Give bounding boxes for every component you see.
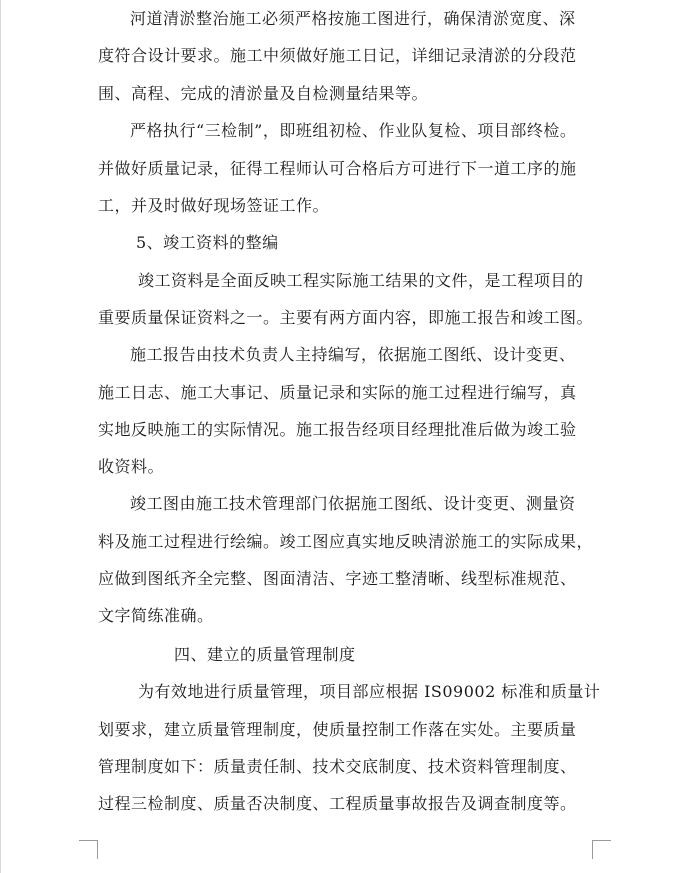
paragraph-4-line-4: 收资料。 [98,457,165,476]
paragraph-3-line-2: 重要质量保证资料之一。主要有两方面内容，即施工报告和竣工图。 [98,308,594,327]
paragraph-1-line-2: 度符合设计要求。施工中须做好施工日记，详细记录清淤的分段范 [98,46,577,65]
paragraph-1-line-1: 河道清淤整治施工必须严格按施工图进行，确保清淤宽度、深 [130,9,576,28]
paragraph-1-line-3: 围、高程、完成的清淤量及自检测量结果等。 [98,84,429,103]
paragraph-5-line-3: 应做到图纸齐全完整、图面清洁、字迹工整清晰、线型标准规范、 [98,569,577,588]
paragraph-4-line-2: 施工日志、施工大事记、质量记录和实际的施工过程进行编写，真 [98,383,577,402]
paragraph-6-line-1: 为有效地进行质量管理，项目部应根据 IS09002 标准和质量计 [138,682,601,701]
paragraph-6-line-2: 划要求，建立质量管理制度，使质量控制工作落在实处。主要质量 [98,720,577,739]
section-heading-5: 5、竣工资料的整编 [136,233,279,252]
crop-mark-bottom-right [592,840,611,859]
paragraph-6-line-3: 管理制度如下：质量责任制、技术交底制度、技术资料管理制度、 [98,757,577,776]
section-heading-4: 四、建立的质量管理制度 [174,645,356,664]
paragraph-2-line-2: 并做好质量记录，征得工程师认可合格后方可进行下一道工序的施 [98,159,577,178]
crop-mark-bottom-left [79,840,98,859]
paragraph-3-line-1: 竣工资料是全面反映工程实际施工结果的文件，是工程项目的 [138,271,584,290]
paragraph-2-line-1: 严格执行“三检制”，即班组初检、作业队复检、项目部终检。 [130,121,577,140]
paragraph-4-line-1: 施工报告由技术负责人主持编写，依据施工图纸、设计变更、 [130,345,576,364]
paragraph-4-line-3: 实地反映施工的实际情况。施工报告经项目经理批准后做为竣工验 [98,420,577,439]
paragraph-5-line-4: 文字简练准确。 [98,606,214,625]
paragraph-5-line-2: 料及施工过程进行绘编。竣工图应真实地反映清淤施工的实际成果， [98,532,594,551]
paragraph-6-line-4: 过程三检制度、质量否决制度、工程质量事故报告及调查制度等。 [98,794,577,813]
paragraph-2-line-3: 工，并及时做好现场签证工作。 [98,196,330,215]
paragraph-5-line-1: 竣工图由施工技术管理部门依据施工图纸、设计变更、测量资 [130,494,576,513]
